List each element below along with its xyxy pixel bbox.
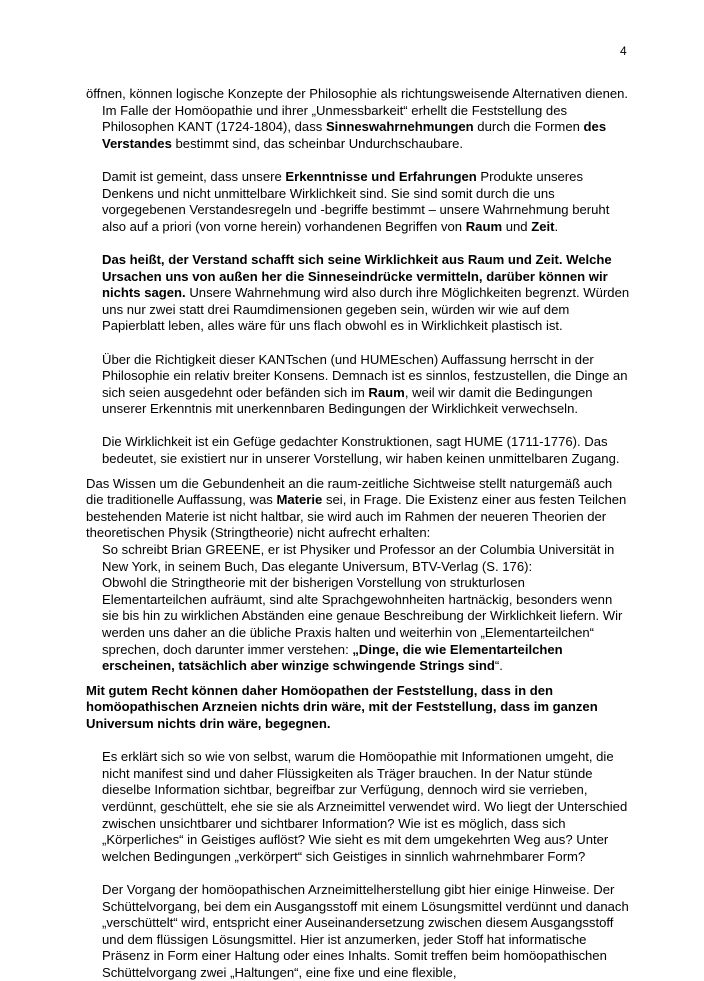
paragraph-konsens — [86, 352, 631, 418]
bold-term-sinneswahrnehmungen: Sinneswahrnehmungen — [325, 119, 474, 135]
bold-term-verstandes: des Verstandes — [102, 119, 607, 151]
text-run: Über die Richtigkeit dieser KANTschen (und HUMEschen) Auffassung herrscht in der Philosophie ein relativ breiter Konsens. Demnach ist es sinnlos, festzustellen, die Dinge an sich seien ausgedehnt oder befänden sich im — [102, 351, 628, 400]
bold-term-materie: Materie — [276, 492, 323, 508]
bold-term-raum-2: Raum — [368, 384, 405, 400]
text-run: . — [554, 218, 559, 234]
paragraph-greene: So schreibt Brian GREENE, er ist Physiker und Professor an der Columbia Universität in New York, in seinem Buch, Das elegante Universum, BTV-Verlag (S. 176): — [102, 542, 615, 574]
text-run: “. — [494, 658, 503, 674]
paragraph-informationen: Es erklärt sich so wie von selbst, warum die Homöopathie mit Informationen umgeht, die nicht manifest sind und daher Flüssigkeiten als Träger brauchen. In der Natur stünde dieselbe Information sichtbar, begreifbar zur Verfügung, dennoch wird sie verrieben, verdünnt, geschüttelt, ehe sie sie als Arzneimittel verwendet wird. Wo liegt der Unterschied zwischen unsichtbarer und sichtbarer Information? Wie ist es möglich, dass sich „Körperliches“ in Geistiges auflöst? Wie sieht es mit dem umgekehrten Weg aus? Unter welchen Bedingungen „verkörpert“ sich Geistiges in sinnlich wahrnehmbarer Form? — [102, 749, 628, 864]
text-run: Das Wissen um die Gebundenheit an die raum-zeitliche Sichtweise stellt naturgemäß auch die traditionelle Auffassung, was — [86, 475, 613, 508]
bold-term-raum: Raum — [465, 218, 503, 234]
bold-term-zeit: Zeit — [531, 218, 555, 234]
text-run: durch die Formen — [473, 119, 584, 135]
text-run: Produkte unseres Denkens und nicht unmittelbare Wirklichkeit sind. Sie sind somit durch die uns vorgegebenen Verstandesregeln und -begriffe bestimmt – unsere Wahrnehmung beruht also auf a priori (von vorne herein) vorhandenen Begriffen von — [102, 168, 610, 234]
text-run: Unsere Wahrnehmung wird also durch ihre Möglichkeiten begrenzt. Würden uns nur zwei statt drei Raumdimensionen gegeben sein, würden wir wie auf dem Papierblatt leben, alles wäre für uns flach obwohl es in Wirklichkeit plastisch ist. — [102, 285, 630, 334]
paragraph-hume: Die Wirklichkeit ist ein Gefüge gedachter Konstruktionen, sagt HUME (1711-1776). Das bedeutet, sie existiert nur in unserer Vorstellung, wir haben keinen unmittelbaren Zugang. — [102, 434, 620, 467]
bold-term-erkenntnisse: Erkenntnisse und Erfahrungen — [285, 168, 477, 184]
paragraph-erkenntnisse — [86, 169, 631, 235]
paragraph-stringtheorie-quote — [86, 575, 631, 675]
text-run: und — [502, 218, 532, 234]
paragraph-verstand — [86, 252, 631, 335]
paragraph-arzneimittelherstellung: Der Vorgang der homöopathischen Arzneimittelherstellung gibt hier einige Hinweise. Der Schüttelvorgang, bei dem ein Ausgangsstoff mit einem Lösungsmittel verdünnt und danach „verschüttelt“ wird, entspricht einer Auseinandersetzung zwischen diesem Ausgangsstoff und dem flüssigen Lösungsmittel. Hier ist anzumerken, jeder Stoff hat informatische Präsenz in Form einer Haltung oder eines Inhalts. Somit treffen beim homöopathischen Schüttelvorgang zwei „Haltungen“, eine fixe und eine flexible, — [102, 881, 629, 980]
bold-quote-strings: „Dinge, die wie Elementarteilchen erscheinen, tatsächlich aber winzige schwingende Strings sind — [102, 641, 563, 674]
text-run: , weil wir damit die Bedingungen unserer Erkenntnis mit unerkennbaren Bedingungen der Wirklichkeit verwechseln. — [102, 384, 593, 417]
bold-conclusion: Mit gutem Recht können daher Homöopathen der Feststellung, dass in den homöopathischen Arzneien nichts drin wäre, mit der Feststellung, dass im ganzen Universum nichts drin wäre, begegnen. — [86, 682, 598, 731]
page-number: 4 — [620, 44, 627, 58]
text-run: Obwohl die Stringtheorie mit der bisherigen Vorstellung von strukturlosen Elementarteilchen aufräumt, sind alte Sprachgewohnheiten hartnäckig, besonders wenn sie bis hin zu wirklichen Abständen eine genaue Beschreibung der Wirklichkeit liefern. Wir werden uns daher an die übliche Praxis halten und weiterhin von „Elementarteilchen“ sprechen, doch darunter immer verstehen: — [102, 575, 623, 657]
bold-statement-verstand: Das heißt, der Verstand schafft sich seine Wirklichkeit aus Raum und Zeit. Welche Ursachen uns von außen her die Sinneseindrücke vermitteln, darüber können wir nichts sagen. — [102, 251, 612, 301]
paragraph-conclusion-bold — [86, 683, 631, 733]
text-run: Im Falle der Homöopathie und ihrer „Unmessbarkeit“ erhellt die Feststellung des Philosophen KANT (1724-1804), dass — [102, 102, 568, 135]
paragraph-materie — [86, 476, 631, 542]
text-run: bestimmt sind, das scheinbar Undurchschaubare. — [171, 135, 463, 151]
text-run: Damit ist gemeint, dass unsere — [102, 168, 286, 184]
paragraph-kant — [86, 103, 631, 153]
text-run: sei, in Frage. Die Existenz einer aus festen Teilchen bestehenden Materie ist nicht haltbar, sie wird auch im Rahmen der neueren Theorien der theoretischen Physik (Stringtheorie) nicht aufrecht erhalten: — [86, 492, 627, 541]
document-body — [86, 86, 631, 981]
paragraph-intro: öffnen, können logische Konzepte der Philosophie als richtungsweisende Alternativen dienen. — [86, 86, 629, 101]
